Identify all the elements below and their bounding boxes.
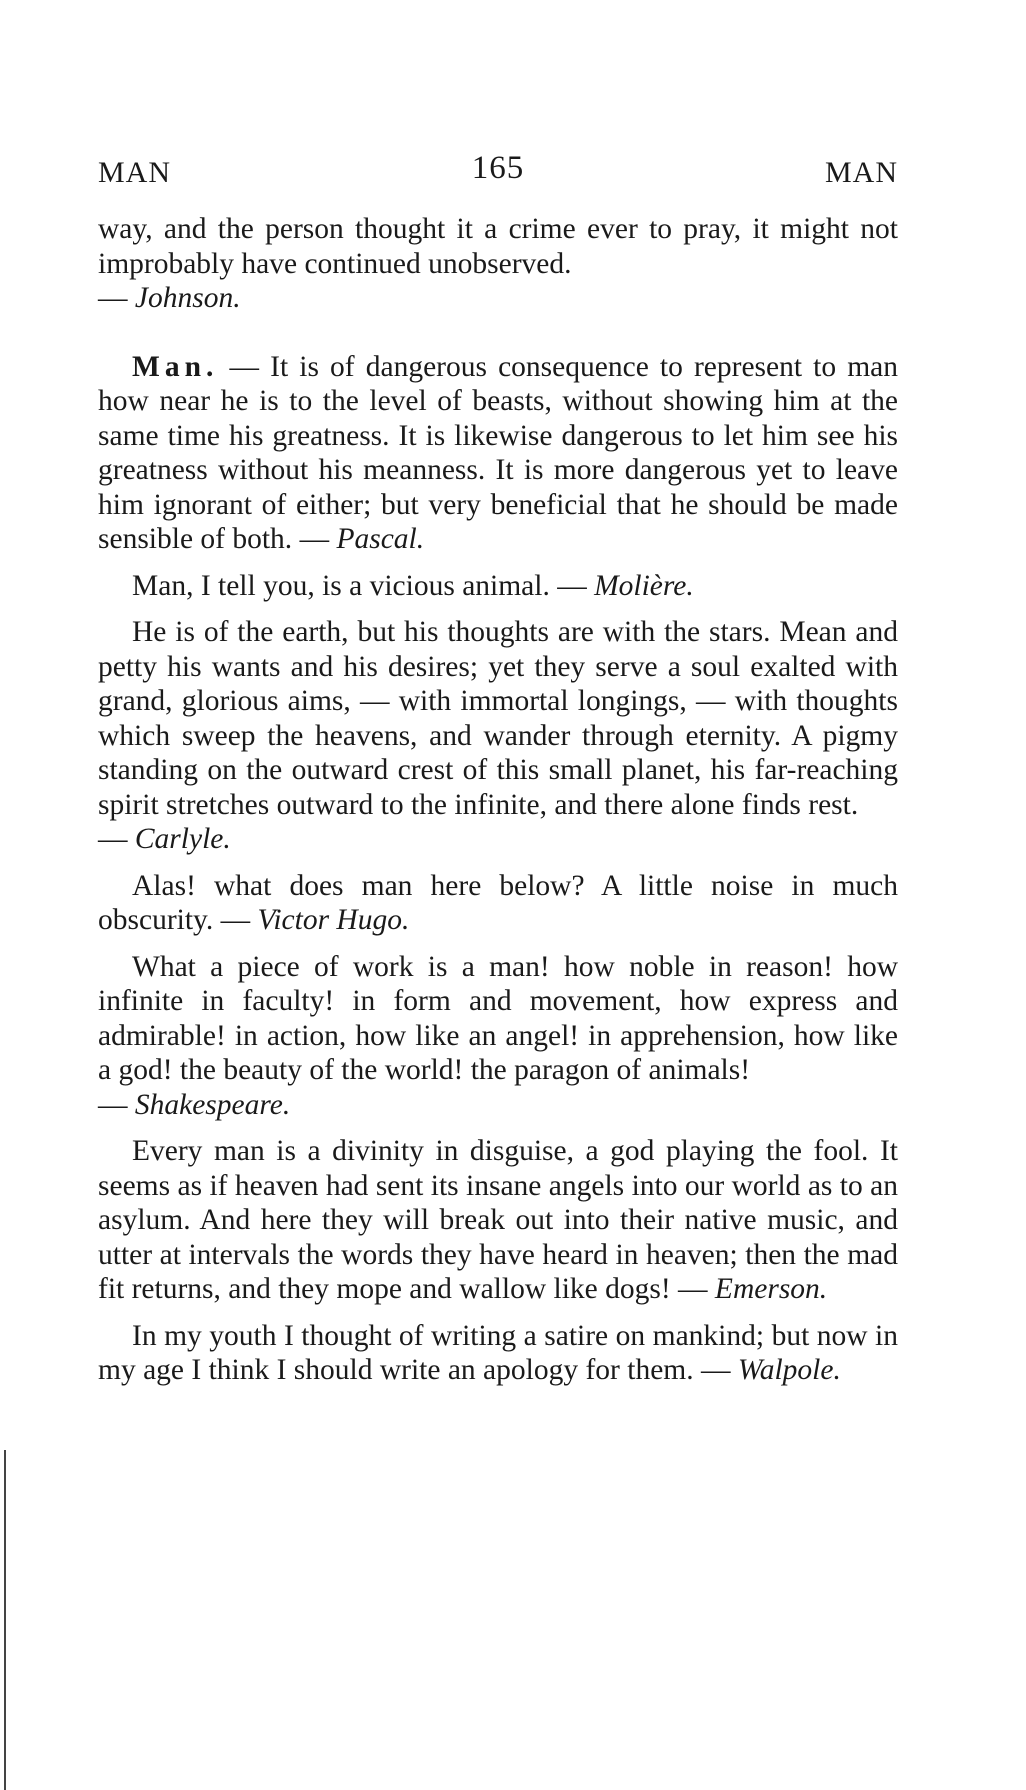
quote-text: It is of dangerous consequence to represent to man how near he is to the level of beasts, without showing him at the same time his greatness. It is likewise dangerous to let him see his greatness without his meanness. It is more dangerous yet to leave him ignorant of either; but very beneficial that he should be made sensible of both. — [98, 350, 899, 555]
quote-author: Shakespeare. — [134, 1088, 291, 1121]
entry-heading: Man. — [132, 350, 219, 383]
quote-paragraph: Man. — It is of dangerous consequence to represent to man how near he is to the level of beasts, without showing him at the same time his greatness. It is likewise dangerous to let him see his greatness without his meanness. It is more dangerous yet to leave him ignorant of either; but very beneficial that he should be made sensible of both. — Pascal. — [98, 350, 899, 555]
header-left-title: MAN — [98, 156, 172, 189]
quote-paragraph: In my youth I thought of writing a satire on mankind; but now in my age I think I should write an apology for them. — Walpole. — [98, 1319, 898, 1386]
quote-attribution: — Shakespeare. — [98, 1088, 291, 1121]
book-page — [98, 150, 898, 1400]
quote-text: Every man is a divinity in disguise, a god playing the fool. It seems as if heaven had sent its insane angels into our world as to an asylum. And here they will break out into their native music, and utter at intervals the words they have heard in heaven; then the mad fit returns, and they mope and wallow like dogs! — [98, 1135, 898, 1305]
quote-text: Alas! what does man here below? A little noise in much obscurity. — [98, 869, 898, 936]
header-right-title: MAN — [824, 156, 898, 189]
quote-paragraph: Every man is a divinity in disguise, a god playing the fool. It seems as if heaven had sent its insane angels into our world as to an asylum. And here they will break out into their native music, and utter at intervals the words they have heard in heaven; then the mad fit returns, and they mope and wallow like dogs! — Emerson. — [98, 1135, 898, 1305]
quote-author: Victor Hugo. — [257, 904, 410, 936]
quote-author: Johnson. — [134, 282, 241, 314]
quote-author: Walpole. — [737, 1354, 841, 1386]
quote-paragraph: Alas! what does man here below? A little noise in much obscurity. — Victor Hugo. — [98, 869, 898, 936]
page-number: 165 — [471, 150, 525, 186]
quote-text: What a piece of work is a man! how noble in reason! how infinite in faculty! in form and movement, how express and admirable! in action, how like an angel! in apprehension, how like a god! the beauty of the world! the paragon of animals! — [98, 950, 898, 1086]
quote-author: Carlyle. — [134, 823, 231, 855]
quote-paragraph — [98, 615, 898, 857]
page-body — [98, 212, 898, 1388]
quote-author: Molière. — [594, 569, 694, 602]
quote-text: He is of the earth, but his thoughts are with the stars. Mean and petty his wants and his desires; yet they serve a soul exalted with grand, glorious aims, — with immortal longings, — with thoughts which sweep the heavens, and wander through eternity. A pigmy standing on the outward crest of this small planet, his far-reaching spirit stretches outward to the infinite, and there alone finds rest. — [98, 616, 898, 821]
quote-attribution: — Johnson. — [98, 282, 241, 314]
quote-text: way, and the person thought it a crime ever to pray, it might not improbably have continued unobserved. — [98, 213, 898, 280]
quote-attribution: — Carlyle. — [98, 823, 231, 855]
scan-edge-line — [4, 1450, 6, 1790]
quote-paragraph — [98, 950, 898, 1123]
quote-author: Pascal. — [336, 523, 425, 555]
quote-author: Emerson. — [714, 1273, 828, 1305]
quote-text: In my youth I thought of writing a satire on mankind; but now in my age I think I should write an apology for them. — [98, 1319, 898, 1386]
continued-quote — [98, 212, 898, 316]
running-header — [98, 150, 898, 196]
quote-paragraph: Man, I tell you, is a vicious animal. — Molière. — [132, 569, 694, 602]
quote-text: Man, I tell you, is a vicious animal. — [132, 569, 550, 602]
